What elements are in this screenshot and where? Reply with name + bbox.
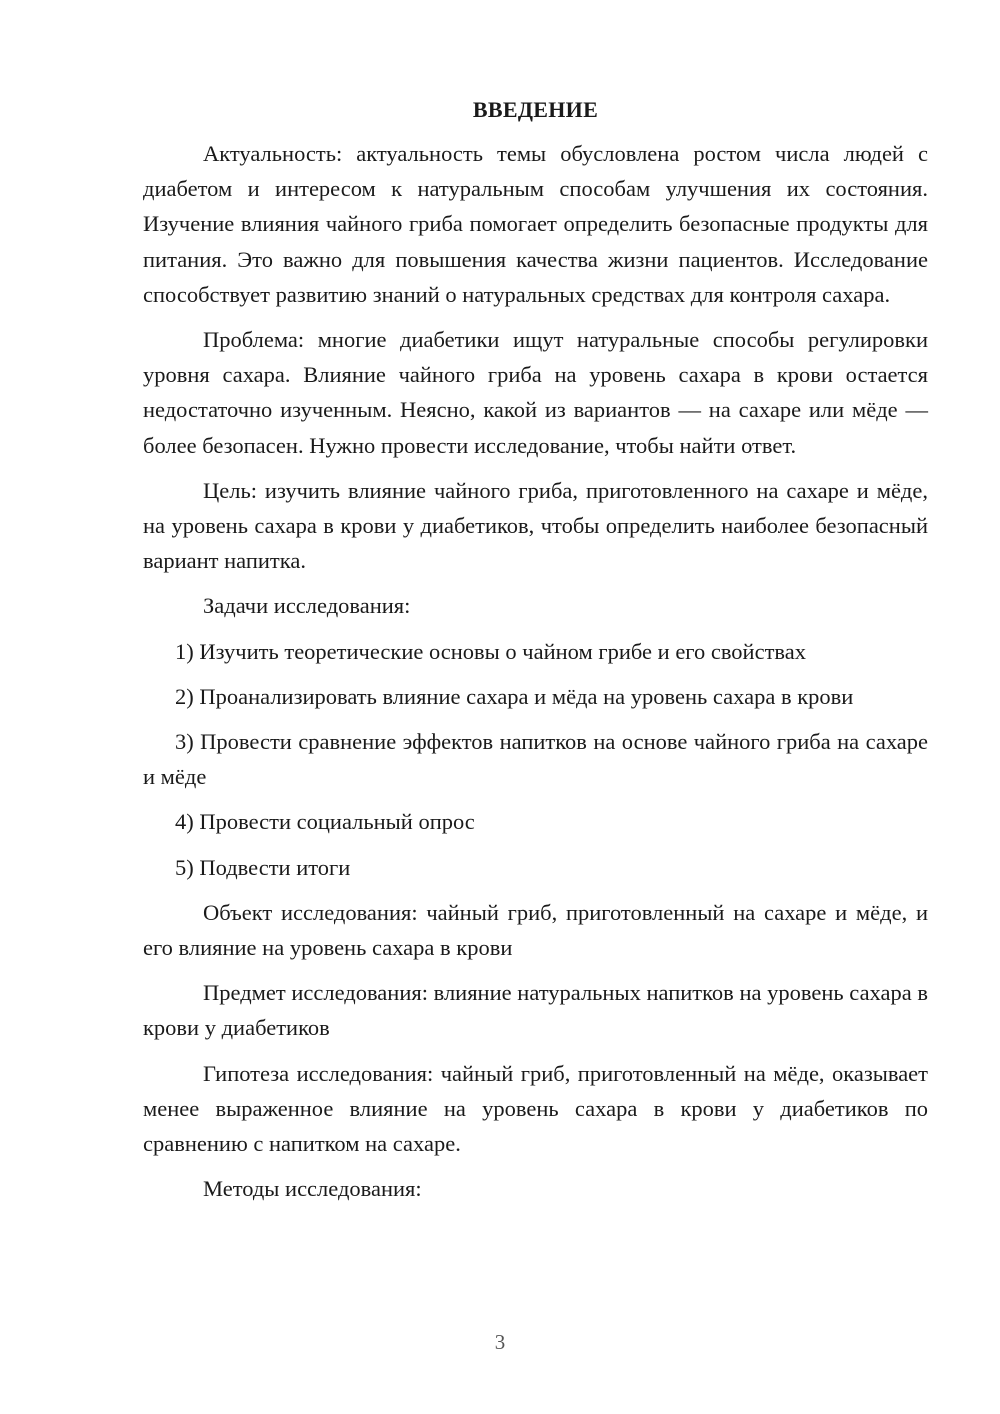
paragraph-problem: Проблема: многие диабетики ищут натуральные способы регулировки уровня сахара. Влияние чайного гриба на уровень сахара в крови остается недостаточно изученным. Неясно, какой из вариантов — на сахаре или мёде — более безопасен. Нужно провести исследование, чтобы найти ответ. <box>143 327 928 458</box>
list-item: 5) Подвести итоги <box>175 854 351 880</box>
paragraph-hypothesis: Гипотеза исследования: чайный гриб, приготовленный на мёде, оказывает менее выраженное влияние на уровень сахара в крови у диабетиков по сравнению с напитком на сахаре. <box>143 1060 928 1157</box>
page-number: 3 <box>494 1330 506 1354</box>
section-title: ВВЕДЕНИЕ <box>472 97 599 122</box>
list-item: 1) Изучить теоретические основы о чайном грибе и его свойствах <box>175 638 806 664</box>
document-page <box>143 90 928 1216</box>
list-item: 3) Провести сравнение эффектов напитков на основе чайного гриба на сахаре и мёде <box>143 729 928 790</box>
tasks-heading: Задачи исследования: <box>203 593 411 619</box>
paragraph-subject: Предмет исследования: влияние натуральных напитков на уровень сахара в крови у диабетиков <box>143 980 928 1041</box>
paragraph-relevance: Актуальность: актуальность темы обусловлена ростом числа людей с диабетом и интересом к натуральным способам улучшения их состояния. Изучение влияния чайного гриба помогает определить безопасные продукты для питания. Это важно для повышения качества жизни пациентов. Исследование способствует развитию знаний о натуральных средствах для контроля сахара. <box>143 141 928 307</box>
tasks-list <box>143 634 928 885</box>
list-item: 2) Проанализировать влияние сахара и мёда на уровень сахара в крови <box>175 683 854 709</box>
list-item: 4) Провести социальный опрос <box>175 809 475 835</box>
methods-heading: Методы исследования: <box>203 1176 422 1202</box>
paragraph-object: Объект исследования: чайный гриб, приготовленный на сахаре и мёде, и его влияние на уровень сахара в крови <box>143 899 928 961</box>
paragraph-goal: Цель: изучить влияние чайного гриба, приготовленного на сахаре и мёде, на уровень сахара в крови у диабетиков, чтобы определить наиболее безопасный вариант напитка. <box>143 477 928 574</box>
